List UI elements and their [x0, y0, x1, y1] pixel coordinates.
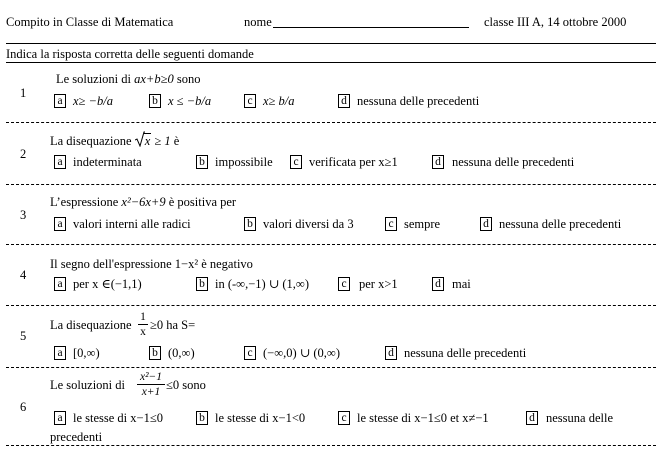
option-a-checkbox[interactable]: a: [54, 94, 66, 108]
question-text-pre: L’espressione: [50, 195, 122, 209]
name-label: nome: [244, 15, 272, 29]
option-d-checkbox[interactable]: d: [338, 94, 350, 108]
option-b-text: in (-∞,−1) ∪ (1,∞): [215, 277, 310, 291]
name-blank-line[interactable]: [273, 27, 469, 28]
option-c-text: per x>1: [359, 277, 398, 291]
option-b-checkbox[interactable]: b: [196, 277, 208, 291]
option-a-checkbox[interactable]: a: [54, 346, 66, 360]
option-a-checkbox[interactable]: a: [54, 277, 66, 291]
option-b-text: impossibile: [215, 155, 273, 169]
radical-sign-icon: [135, 131, 145, 147]
question-text: [50, 195, 236, 209]
option-a-text: valori interni alle radici: [73, 217, 191, 231]
option-c-text: (−∞,0) ∪ (0,∞): [263, 346, 340, 360]
option-c-text: verificata per x≥1: [309, 155, 398, 169]
option-b-checkbox[interactable]: b: [149, 94, 161, 108]
option-c-checkbox[interactable]: c: [338, 411, 350, 425]
option-a-checkbox[interactable]: a: [54, 411, 66, 425]
option-a-text: indeterminata: [73, 155, 142, 169]
question-text-pre: Le soluzioni di: [56, 72, 135, 86]
question-math: ≥ 1: [151, 134, 171, 148]
option-d-checkbox[interactable]: d: [526, 411, 538, 425]
option-d-checkbox[interactable]: d: [432, 155, 444, 169]
question-text-post: ≤0 sono: [166, 378, 206, 392]
option-a-text: per x ∈(−1,1): [73, 277, 142, 291]
fraction-bar: [138, 324, 148, 325]
option-d-text: mai: [452, 277, 471, 291]
question-text-post: ≥0 ha S=: [150, 318, 196, 332]
option-c-checkbox[interactable]: c: [290, 155, 302, 169]
option-d-checkbox[interactable]: d: [432, 277, 444, 291]
option-d-text: nessuna delle precedenti: [499, 217, 622, 231]
question-number: 3: [20, 208, 27, 222]
worksheet-title: Compito in Classe di Matematica: [6, 15, 174, 29]
option-c-checkbox[interactable]: c: [244, 94, 256, 108]
option-d-checkbox[interactable]: d: [385, 346, 397, 360]
class-date: classe III A, 14 ottobre 2000: [484, 15, 627, 29]
fraction-bar: [137, 384, 165, 385]
question-text: [50, 134, 179, 148]
option-b-checkbox[interactable]: b: [196, 411, 208, 425]
question-divider: [6, 445, 656, 446]
option-b-checkbox[interactable]: b: [149, 346, 161, 360]
question-text-post: è positiva per: [165, 195, 237, 209]
question-text-post: è: [170, 134, 180, 148]
option-d-text: nessuna delle precedenti: [404, 346, 527, 360]
option-c-checkbox[interactable]: c: [338, 277, 350, 291]
question-text-pre: Le soluzioni di: [50, 378, 125, 392]
option-c-checkbox[interactable]: c: [385, 217, 397, 231]
fraction: [138, 311, 148, 338]
option-a-text: le stesse di x−1≤0: [73, 411, 163, 425]
option-d-checkbox[interactable]: d: [480, 217, 492, 231]
fraction-denominator: x: [140, 326, 146, 338]
question-number: 5: [20, 329, 27, 343]
option-a-checkbox[interactable]: a: [54, 155, 66, 169]
option-b-checkbox[interactable]: b: [244, 217, 256, 231]
option-d-text: nessuna delle precedenti: [357, 94, 480, 108]
question-divider: [6, 184, 656, 185]
question-text: Il segno dell'espressione 1−x² è negativo: [50, 257, 253, 271]
option-c-text: x≥ b/a: [263, 94, 295, 108]
question-math: x²−6x+9: [121, 195, 166, 209]
square-root: [135, 134, 152, 148]
question-number: 6: [20, 400, 27, 414]
option-c-checkbox[interactable]: c: [244, 346, 256, 360]
question-number: 4: [20, 268, 27, 282]
question-number: 2: [20, 147, 27, 161]
question-divider: [6, 122, 656, 123]
fraction-numerator: 1: [140, 311, 146, 323]
question-number: 1: [20, 86, 27, 100]
fraction: [137, 371, 165, 398]
option-b-checkbox[interactable]: b: [196, 155, 208, 169]
radicand: x: [144, 134, 151, 148]
option-b-text: x ≤ −b/a: [168, 94, 212, 108]
option-b-text: le stesse di x−1<0: [215, 411, 306, 425]
question-text-post: sono: [173, 72, 201, 86]
option-a-text: x≥ −b/a: [73, 94, 113, 108]
option-d-text: nessuna delle: [546, 411, 613, 425]
option-b-text: (0,∞): [168, 346, 195, 360]
question-text: [56, 72, 200, 86]
option-d-text-continuation: precedenti: [50, 430, 103, 444]
option-a-text: [0,∞): [73, 346, 100, 360]
fraction-numerator: x²−1: [139, 371, 163, 383]
question-divider: [6, 305, 656, 306]
option-d-text: nessuna delle precedenti: [452, 155, 575, 169]
question-text-pre: La disequazione: [50, 134, 135, 148]
header-rule: [6, 43, 656, 44]
option-c-text: sempre: [404, 217, 441, 231]
instructions: Indica la risposta corretta delle seguenti domande: [6, 47, 254, 61]
question-divider: [6, 244, 656, 245]
question-math: ax+b≥0: [134, 72, 174, 86]
option-c-text: le stesse di x−1≤0 et x≠−1: [357, 411, 489, 425]
option-b-text: valori diversi da 3: [263, 217, 354, 231]
question-divider: [6, 367, 656, 368]
instructions-rule: [6, 62, 656, 63]
fraction-denominator: x+1: [141, 386, 161, 398]
question-text-pre: La disequazione: [50, 318, 132, 332]
option-a-checkbox[interactable]: a: [54, 217, 66, 231]
